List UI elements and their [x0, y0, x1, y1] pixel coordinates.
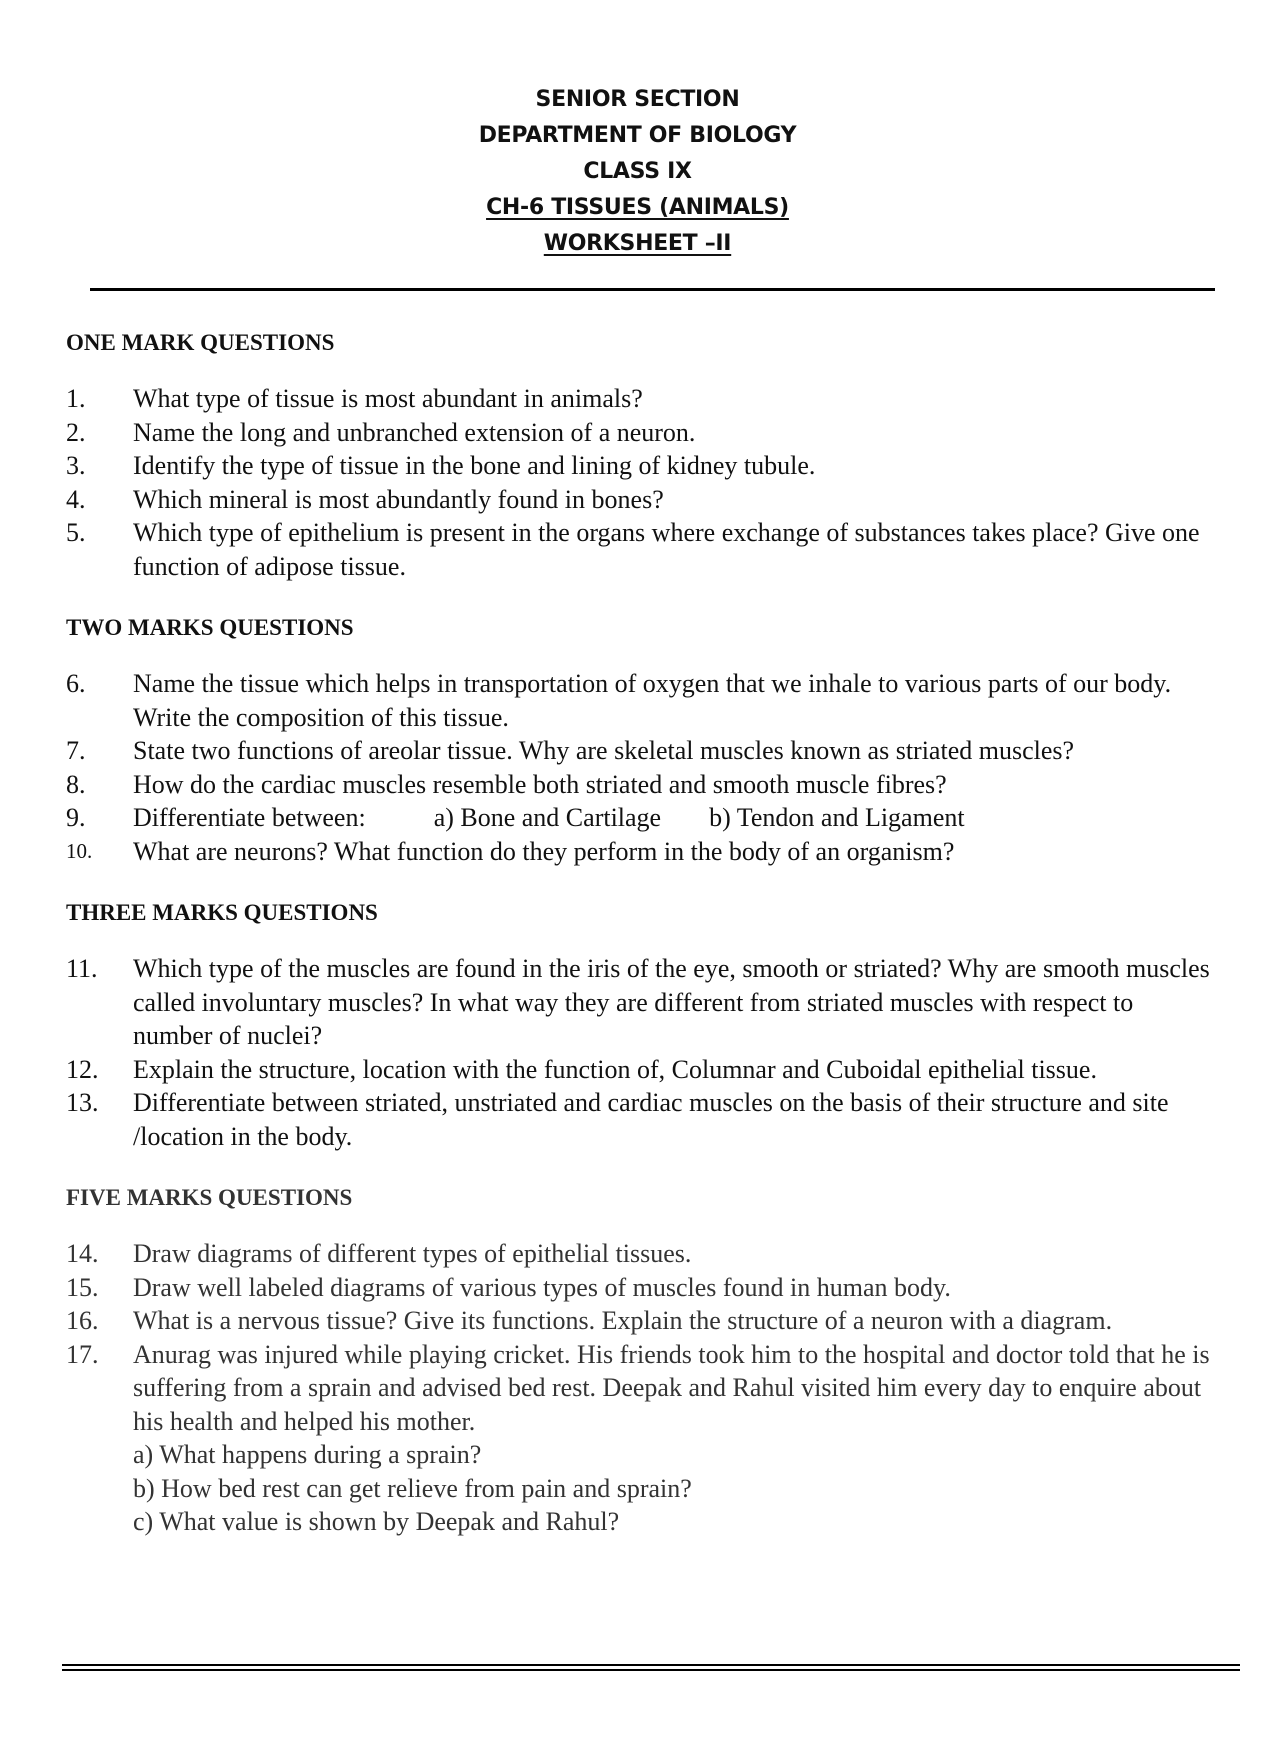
question-number: 8. — [66, 769, 86, 799]
header-class: CLASS IX — [583, 159, 692, 184]
question-number: 2. — [66, 417, 86, 447]
question-item — [66, 1304, 1216, 1338]
question-item — [66, 382, 1216, 416]
question-text: Differentiate between striated, unstriated and cardiac muscles on the basis of their structure and site /location in the body. — [133, 1088, 1169, 1151]
section-three-marks — [66, 900, 1216, 1153]
section-five-marks — [66, 1185, 1216, 1539]
section-two-marks — [66, 615, 1216, 868]
question-text: What type of tissue is most abundant in animals? — [133, 384, 643, 413]
sub-question-c: c) What value is shown by Deepak and Rahul? — [133, 1507, 620, 1536]
question-option-a: a) Bone and Cartilage — [433, 803, 662, 832]
question-number: 16. — [66, 1306, 99, 1335]
footer-divider-top — [62, 1664, 1240, 1666]
worksheet-content — [66, 330, 1216, 1571]
header-chapter: CH-6 TISSUES (ANIMALS) — [486, 195, 789, 220]
question-number: 14. — [66, 1239, 99, 1268]
section-one-mark — [66, 330, 1216, 583]
question-number: 4. — [66, 484, 86, 514]
question-item — [66, 1237, 1216, 1271]
question-item — [66, 1271, 1216, 1305]
question-text: Anurag was injured while playing cricket. His friends took him to the hospital and doctor told that he is suffering from a sprain and advised bed rest. Deepak and Rahul visited him every day to enquire about his health and helped his mother. — [133, 1339, 1210, 1436]
question-item — [66, 768, 1216, 802]
sub-question-a: a) What happens during a sprain? — [133, 1440, 482, 1469]
question-text: Differentiate between: — [133, 803, 366, 832]
section-title: THREE MARKS QUESTIONS — [66, 900, 378, 925]
question-number: 7. — [66, 736, 86, 765]
question-number: 3. — [66, 451, 86, 480]
section-title: FIVE MARKS QUESTIONS — [66, 1185, 353, 1210]
question-number: 11. — [66, 954, 98, 983]
question-item — [66, 1086, 1216, 1153]
question-number: 15. — [66, 1272, 99, 1302]
question-text: Explain the structure, location with the function of, Columnar and Cuboidal epithelial tissue. — [133, 1054, 1097, 1084]
question-text: What is a nervous tissue? Give its functions. Explain the structure of a neuron with a diagram. — [133, 1306, 1113, 1335]
question-text: Name the tissue which helps in transportation of oxygen that we inhale to various parts of our body. Write the composition of this tissue. — [133, 669, 1172, 732]
section-title: ONE MARK QUESTIONS — [66, 330, 335, 355]
question-text: Which mineral is most abundantly found in bones? — [133, 484, 664, 514]
header-worksheet: WORKSHEET –II — [543, 231, 732, 256]
question-number: 17. — [66, 1339, 99, 1369]
question-number: 9. — [66, 803, 86, 832]
worksheet-header — [0, 82, 1275, 262]
question-item — [66, 667, 1216, 734]
question-item — [66, 801, 1216, 835]
question-item — [66, 449, 1216, 483]
question-number: 6. — [66, 669, 86, 698]
question-text: Which type of epithelium is present in the organs where exchange of substances takes place? Give one function of adipose tissue. — [133, 518, 1200, 581]
question-text: Draw diagrams of different types of epithelial tissues. — [133, 1239, 692, 1268]
question-number: 5. — [66, 518, 86, 547]
question-item — [66, 483, 1216, 517]
question-text: Draw well labeled diagrams of various types of muscles found in human body. — [133, 1272, 951, 1302]
question-number: 12. — [66, 1054, 99, 1084]
question-number: 13. — [66, 1088, 99, 1117]
question-text: How do the cardiac muscles resemble both striated and smooth muscle fibres? — [133, 769, 947, 799]
question-option-b: b) Tendon and Ligament — [709, 803, 965, 832]
section-title: TWO MARKS QUESTIONS — [66, 615, 354, 640]
sub-question-b: b) How bed rest can get relieve from pain and sprain? — [133, 1473, 692, 1503]
question-text: What are neurons? What function do they perform in the body of an organism? — [133, 836, 955, 866]
header-school-section: SENIOR SECTION — [535, 87, 740, 112]
question-item — [66, 1053, 1216, 1087]
question-number: 10. — [66, 838, 93, 863]
question-text: Identify the type of tissue in the bone and lining of kidney tubule. — [133, 451, 816, 480]
question-text: State two functions of areolar tissue. Why are skeletal muscles known as striated muscles? — [133, 736, 1075, 765]
question-item — [66, 835, 1216, 869]
question-item — [66, 734, 1216, 768]
question-item — [66, 516, 1216, 583]
question-number: 1. — [66, 384, 86, 413]
question-item — [66, 952, 1216, 1053]
header-divider — [90, 288, 1215, 291]
question-text: Which type of the muscles are found in the iris of the eye, smooth or striated? Why are smooth muscles called involuntary muscles? In what way they are different from striated muscles with respect to number of nuclei? — [133, 954, 1210, 1050]
header-department: DEPARTMENT OF BIOLOGY — [478, 123, 797, 148]
question-text: Name the long and unbranched extension of a neuron. — [133, 417, 696, 447]
question-item — [66, 1338, 1216, 1539]
footer-divider-bottom — [62, 1669, 1240, 1671]
question-item — [66, 416, 1216, 450]
